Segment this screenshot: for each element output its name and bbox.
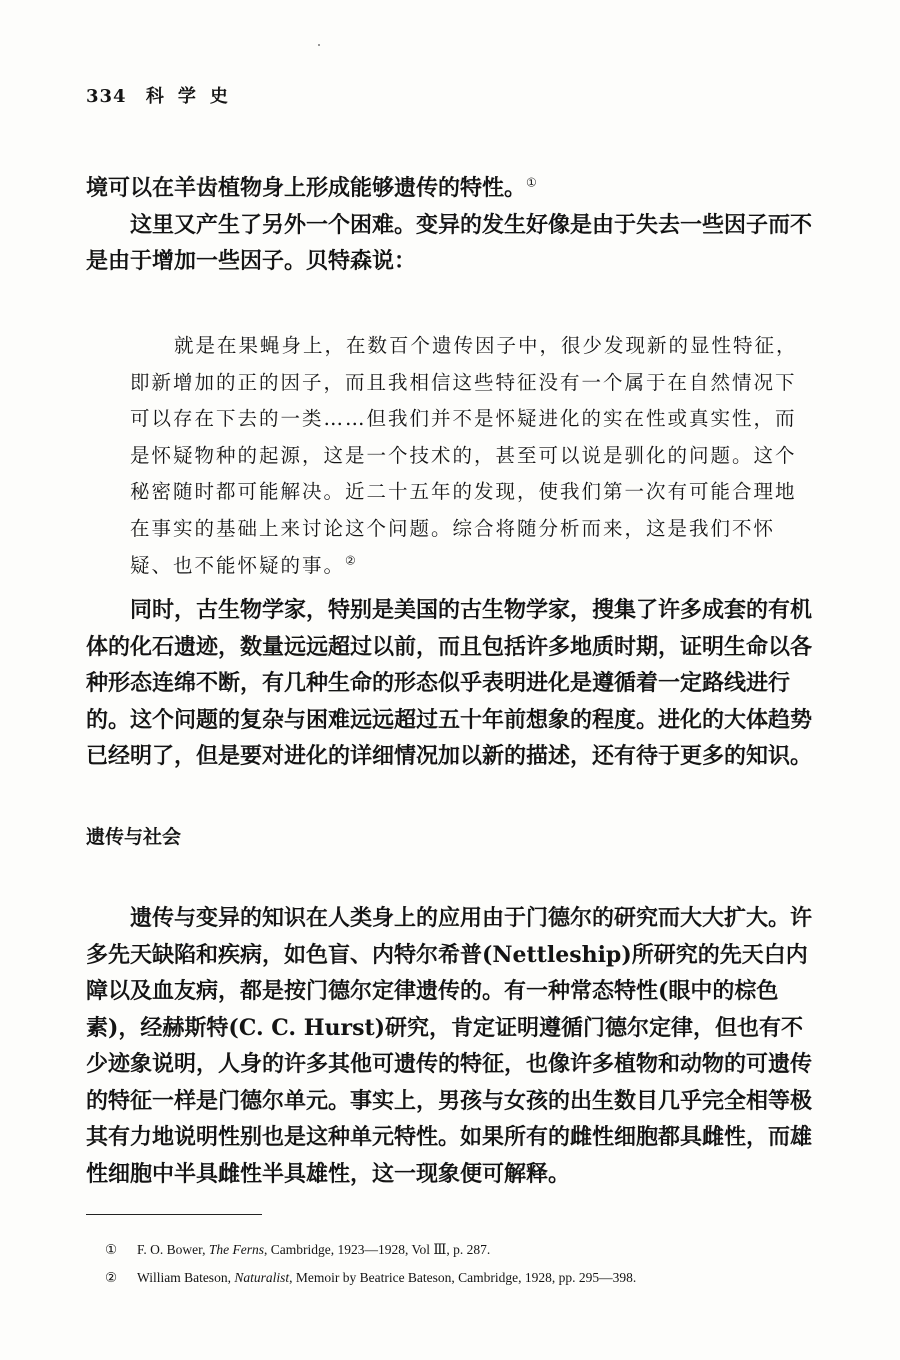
footnote-1	[105, 1236, 825, 1264]
footnotes	[105, 1236, 825, 1292]
paragraph-block-1	[86, 170, 814, 280]
footnote-ref-2[interactable]: ②	[345, 553, 358, 568]
footnote-divider	[86, 1214, 262, 1215]
print-speck	[318, 44, 320, 46]
footnote-details: , Memoir by Beatrice Bateson, Cambridge, 1928, pp. 295—398.	[289, 1270, 637, 1285]
footnote-details: , Cambridge, 1923—1928, Vol Ⅲ, p. 287.	[264, 1242, 491, 1257]
book-title: 科学史	[145, 86, 242, 107]
paragraph-heredity: 遗传与变异的知识在人类身上的应用由于门德尔的研究而大大扩大。许多先天缺陷和疾病，如色盲、内特尔希普(Nettleship)所研究的先天白内障以及血友病，都是按门德尔定律遗传的。有一种常态特性(眼中的棕色素)，经赫斯特(C. C. Hurst)研究，肯定证明遵循门德尔定律，但也有不少迹象说明，人身的许多其他可遗传的特征，也像许多植物和动物的可遗传的特征一样是门德尔单元。事实上，男孩与女孩的出生数目几乎完全相等极其有力地说明性别也是这种单元特性。如果所有的雌性细胞都具雌性，而雄性细胞中半具雌性半具雄性，这一现象便可解释。	[86, 905, 813, 1187]
paragraph-bateson-intro: 这里又产生了另外一个困难。变异的发生好像是由于失去一些因子而不是由于增加一些因子。贝特森说：	[86, 211, 813, 274]
paragraph-block-3	[86, 900, 814, 1192]
footnote-author: William Bateson,	[137, 1270, 235, 1285]
footnote-mark: ①	[105, 1242, 118, 1257]
footnote-work-title: The Ferns	[208, 1242, 265, 1257]
footnote-work-title: Naturalist	[234, 1270, 290, 1285]
block-quote	[130, 328, 815, 584]
paragraph-continued	[86, 170, 814, 207]
quote-body: 就是在果蝇身上，在数百个遗传因子中，很少发现新的显性特征，即新增加的正的因子，而且我相信这些特征没有一个属于在自然情况下可以存在下去的一类……但我们并不是怀疑进化的实在性或真实性，而是怀疑物种的起源，这是一个技术的，甚至可以说是驯化的问题。这个秘密随时都可能解决。近二十五年的发现，使我们第一次有可能合理地在事实的基础上来讨论这个问题。综合将随分析而来，这是我们不怀疑、也不能怀疑的事。	[130, 334, 798, 577]
paragraph-block-2	[86, 592, 814, 775]
paragraph-paleontology: 同时，古生物学家，特别是美国的古生物学家，搜集了许多成套的有机体的化石遗迹，数量远远超过以前，而且包括许多地质时期，证明生命以各种形态连绵不断，有几种生命的形态似乎表明进化是遵循着一定路线进行的。这个问题的复杂与困难远远超过五十年前想象的程度。进化的大体趋势已经明了，但是要对进化的详细情况加以新的描述，还有待于更多的知识。	[86, 597, 813, 769]
footnote-mark: ②	[105, 1270, 118, 1285]
paragraph-text: 境可以在羊齿植物身上形成能够遗传的特性。	[86, 175, 527, 201]
footnote-author: F. O. Bower,	[137, 1242, 209, 1257]
quote-text	[130, 328, 815, 584]
footnote-2	[105, 1264, 825, 1292]
running-header	[86, 82, 242, 108]
page-number: 334	[86, 86, 127, 107]
footnote-ref-1[interactable]: ①	[526, 175, 537, 190]
section-heading: 遗传与社会	[86, 826, 182, 848]
